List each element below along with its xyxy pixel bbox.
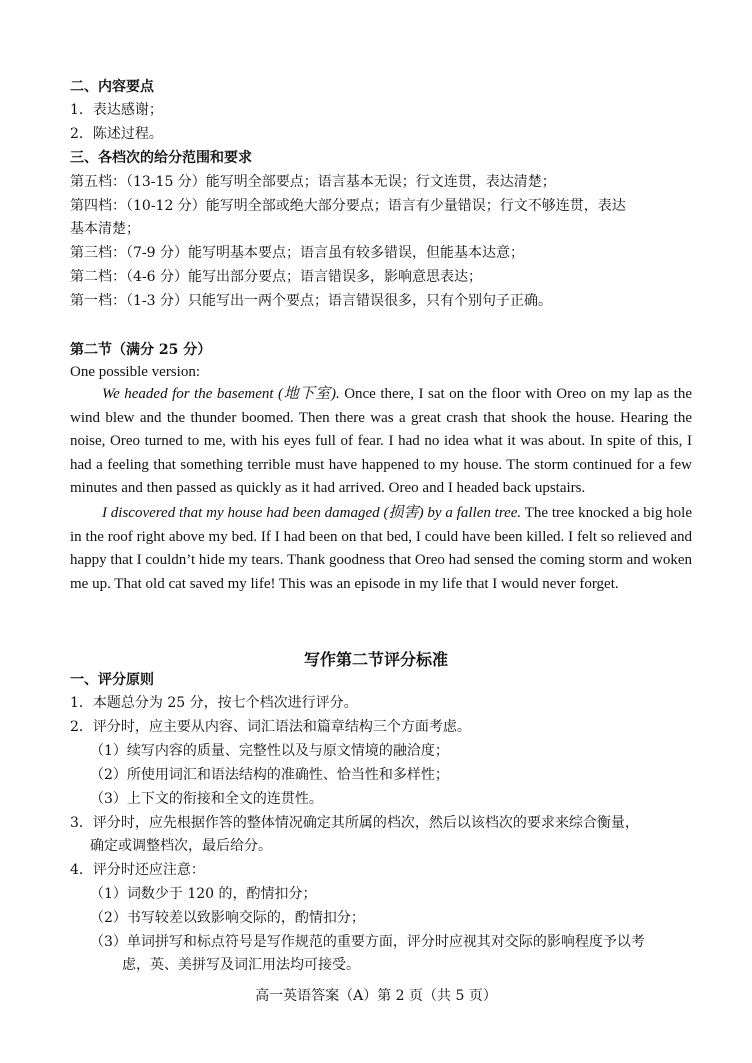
rule-3-line2: 确定或调整档次，最后给分。 <box>90 838 272 854</box>
grade-4-line2: 基本清楚； <box>70 221 140 237</box>
rule-2-item-1: （1）续写内容的质量、完整性以及与原文情境的融洽度； <box>90 743 449 759</box>
principles-heading: 一、评分原则 <box>70 672 154 688</box>
point-2: 2．陈述过程。 <box>70 126 163 142</box>
page-footer: 高一英语答案（A）第 2 页（共 5 页） <box>255 988 497 1004</box>
grade-5: 第五档：（13-15 分）能写明全部要点；语言基本无误；行文连贯，表达清楚； <box>70 174 556 190</box>
sample-paragraph-1 <box>70 383 692 501</box>
rule-2-item-2: （2）所使用词汇和语法结构的准确性、恰当性和多样性； <box>90 767 449 783</box>
rule-4-item-1: （1）词数少于 120 的，酌情扣分； <box>90 886 317 902</box>
sample-paragraph-2 <box>70 502 692 596</box>
rule-4-item-3-line1: （3）单词拼写和标点符号是写作规范的重要方面，评分时应视其对交际的影响程度予以考 <box>90 934 645 950</box>
rule-3-line1: 3．评分时，应先根据作答的整体情况确定其所属的档次，然后以该档次的要求来综合衡量， <box>70 815 639 831</box>
rule-4: 4．评分时还应注意： <box>70 862 205 878</box>
rule-2: 2．评分时，应主要从内容、词汇语法和篇章结构三个方面考虑。 <box>70 719 471 735</box>
paragraph-2-body: The tree knocked a big hole in the roof right above my bed. If I had been on that bed, I could have been killed. I felt so relieved and happy that I couldn’t hide my tears. Thank goodness that Oreo had sensed the coming storm and woken me up. That old cat saved my life! This was an episode in my life that I would never forget. <box>70 505 692 592</box>
heading-grade-levels: 三、各档次的给分范围和要求 <box>70 150 252 166</box>
criteria-title: 写作第二节评分标准 <box>303 650 448 669</box>
grade-1: 第一档：（1-3 分）只能写出一两个要点；语言错误很多，只有个别句子正确。 <box>70 293 552 309</box>
rule-4-item-3-line2: 虑，英、美拼写及词汇用法均可接受。 <box>122 957 360 973</box>
heading-content-points: 二、内容要点 <box>70 79 154 95</box>
grade-2: 第二档：（4-6 分）能写出部分要点；语言错误多，影响意思表达； <box>70 269 482 285</box>
rule-2-item-3: （3）上下文的衔接和全文的连贯性。 <box>90 791 323 807</box>
paragraph-2-opening: I discovered that my house had been damaged (损害) by a fallen tree. <box>102 505 522 521</box>
rule-1: 1．本题总分为 25 分，按七个档次进行评分。 <box>70 695 358 711</box>
paragraph-1-body: Once there, I sat on the floor with Oreo on my lap as the wind blew and the thunder boomed. Then there was a great crash that shook the house. Hearing the noise, Oreo turned to me, with his eyes full of fear. I had no idea what it was about. In spite of this, I had a feeling that something terrible must have happened to my house. The storm continued for a few minutes and then passed as quickly as it had arrived. Oreo and I headed back upstairs. <box>70 386 692 497</box>
grade-4-line1: 第四档：（10-12 分）能写明全部或绝大部分要点；语言有少量错误；行文不够连贯，表达 <box>70 198 626 214</box>
version-label: One possible version: <box>70 364 200 380</box>
paragraph-1-opening: We headed for the basement (地下室). <box>102 386 340 402</box>
grade-3: 第三档：（7-9 分）能写明基本要点；语言虽有较多错误，但能基本达意； <box>70 245 524 261</box>
section-2-heading: 第二节（满分 25 分） <box>70 342 212 358</box>
point-1: 1．表达感谢； <box>70 102 163 118</box>
rule-4-item-2: （2）书写较差以致影响交际的，酌情扣分； <box>90 910 365 926</box>
